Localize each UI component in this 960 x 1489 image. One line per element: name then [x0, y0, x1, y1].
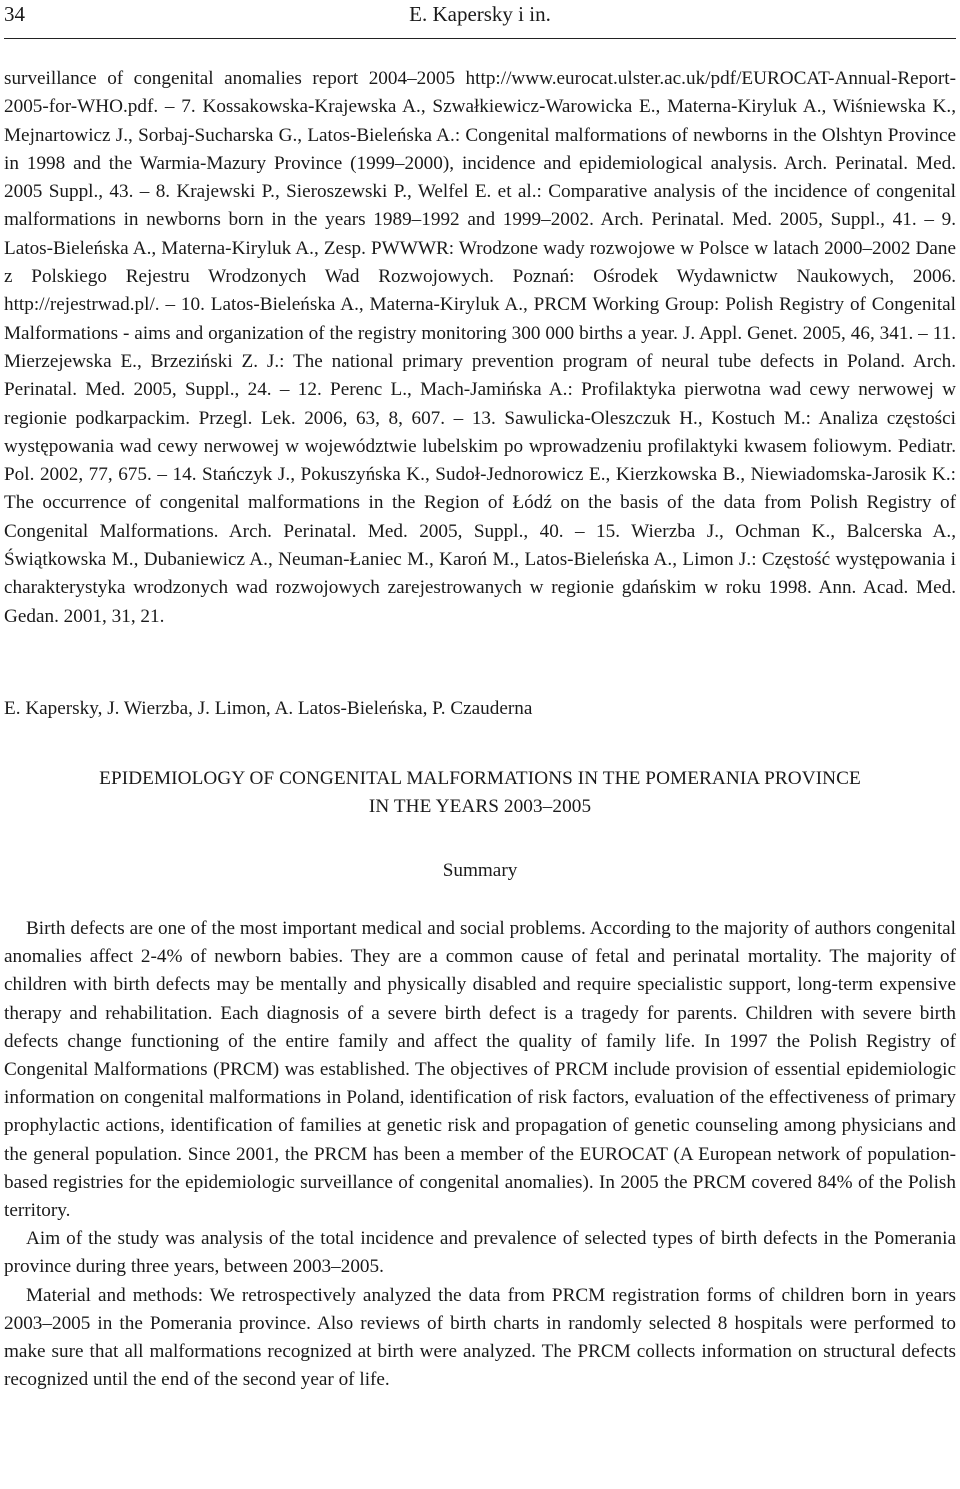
summary-paragraph: Birth defects are one of the most important medical and social problems. According to the majority of authors congenital anomalies affect 2-4% of newborn babies. They are a common cause of fetal and perinatal mortality. The majority of children with birth defects may be mentally and physically disabled and require specialistic support, long-term expensive therapy and rehabilitation. Each diagnosis of a severe birth defect is a tragedy for parents. Children with severe birth defects change functioning of the entire family and affect the quality of family life. In 1997 the Polish Registry of Congenital Malformations (PRCM) was established. The objectives of PRCM include provision of essential epidemiologic information on congenital malformations in Poland, identification of risk factors, evaluation of the effectiveness of primary prophylactic actions, identification of families at genetic risk and propagation of genetic counseling among physicians and the general population. Since 2001, the PRCM has been a member of the EUROCAT (A European network of population-based registries for the epidemiologic surveillance of congenital anomalies). In 2005 the PRCM covered 84% of the Polish territory.	[4, 917, 956, 1221]
article-title-line-1: EPIDEMIOLOGY OF CONGENITAL MALFORMATIONS IN THE POMERANIA PROVINCE	[99, 767, 861, 789]
article-title	[4, 765, 956, 821]
references-continuation: surveillance of congenital anomalies report 2004–2005 http://www.eurocat.ulster.ac.uk/pdf/EUROCAT-Annual-Report-2005-for-WHO.pdf. – 7. Kossakowska-Krajewska A., Szwałkiewicz-Warowicka E., Materna-Kiryluk A., Wiśniewska K., Mejnartowicz J., Sorbaj-Sucharska G., Latos-Bieleńska A.: Congenital malformations of newborns in the Olshtyn Province in 1998 and the Warmia-Mazury Province (1999–2000), incidence and epidemiological analysis. Arch. Perinatal. Med. 2005 Suppl., 43. – 8. Krajewski P., Sieroszewski P., Welfel E. et al.: Comparative analysis of the incidence of congenital malformations in newborns born in the years 1989–1992 and 1999–2002. Arch. Perinatal. Med. 2005, Suppl., 41. – 9. Latos-Bieleńska A., Materna-Kiryluk A., Zesp. PWWWR: Wrodzone wady rozwojowe w Polsce w latach 2000–2002 Dane z Polskiego Rejestru Wrodzonych Wad Rozwojowych. Poznań: Ośrodek Wydawnictw Naukowych, 2006. http://rejestrwad.pl/. – 10. Latos-Bieleńska A., Materna-Kiryluk A., PRCM Working Group: Polish Registry of Congenital Malformations - aims and organization of the registry monitoring 300 000 births a year. J. Appl. Genet. 2005, 46, 341. – 11. Mierzejewska E., Brzeziński Z. J.: The national primary prevention program of neural tube defects in Poland. Arch. Perinatal. Med. 2005, Suppl., 24. – 12. Perenc L., Mach-Jamińska A.: Profilaktyka pierwotna wad cewy nerwowej w regionie podkarpackim. Przegl. Lek. 2006, 63, 8, 607. – 13. Sawulicka-Oleszczuk H., Kostuch M.: Analiza częstości występowania wad cewy nerwowej w województwie lubelskim po wprowadzeniu profilaktyki kwasem foliowym. Pediatr. Pol. 2002, 77, 675. – 14. Stańczyk J., Pokuszyńska K., Sudoł-Jednorowicz E., Kierzkowska B., Niewiadomska-Jarosik K.: The occurrence of congenital malformations in the Region of Łódź on the basis of the data from Polish Registry of Congenital Malformations. Arch. Perinatal. Med. 2005, Suppl., 40. – 15. Wierzba J., Ochman K., Balcerska A., Świątkowska M., Dubaniewicz A., Neuman-Łaniec M., Karoń M., Latos-Bieleńska A., Limon J.: Częstość występowania i charakterystyka wrodzonych wad rozwojowych zarejestrowanych w regionie gdańskim w roku 1998. Ann. Acad. Med. Gedan. 2001, 31, 21.	[4, 68, 956, 627]
page-number: 34	[4, 2, 25, 26]
summary-heading: Summary	[442, 859, 518, 881]
summary-paragraph: Material and methods: We retrospectively analyzed the data from PRCM registration forms of children born in years 2003–2005 in the Pomerania province. Also reviews of birth charts in randomly selected 8 hospitals were performed to make sure that all malformations recognized at birth were analyzed. The PRCM collects information on structural defects recognized until the end of the second year of life.	[4, 1284, 956, 1391]
article-authors: E. Kapersky, J. Wierzba, J. Limon, A. Latos-Bieleńska, P. Czauderna	[4, 697, 533, 719]
article-title-line-2: IN THE YEARS 2003–2005	[368, 795, 592, 817]
summary-body	[4, 915, 956, 1394]
running-title: E. Kapersky i in.	[409, 2, 551, 26]
summary-paragraph: Aim of the study was analysis of the total incidence and prevalence of selected types of birth defects in the Pomerania province during three years, between 2003–2005.	[4, 1228, 956, 1278]
running-header	[4, 0, 956, 39]
